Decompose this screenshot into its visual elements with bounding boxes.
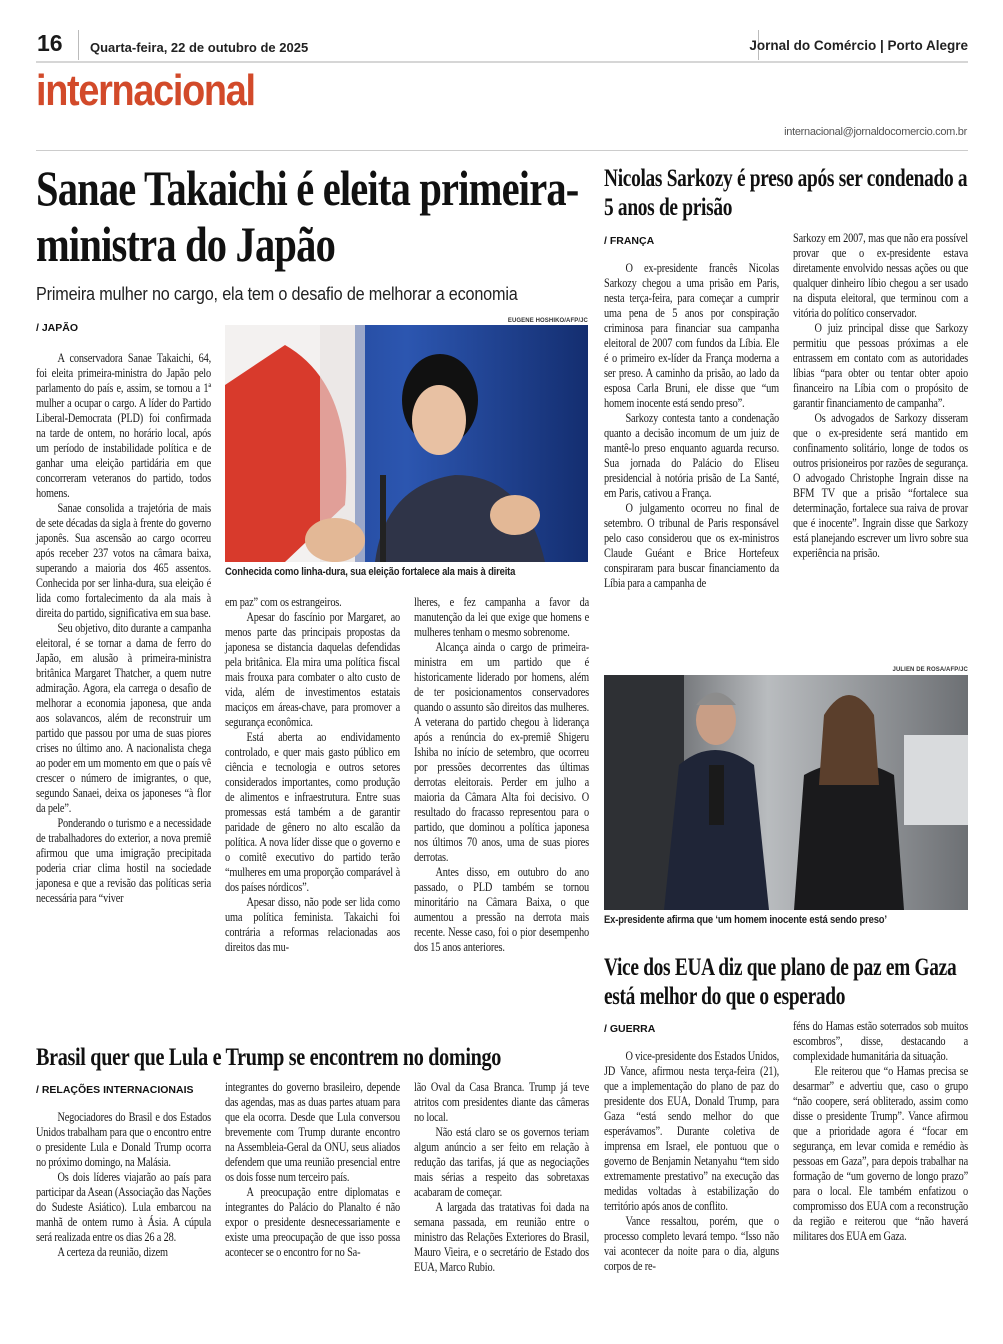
edition-date: Quarta-feira, 22 de outubro de 2025: [90, 40, 309, 55]
article-paragraph: Os dois líderes viajarão ao país para participar da Asean (Associação das Nações do Sudeste Asiático). Lula embarcou na manhã de ontem rumo à Ásia. A cúpula será realizada entre os dias 26 a 28.: [36, 1170, 212, 1244]
sarkozy-photo: [604, 675, 968, 910]
article-column: [225, 595, 400, 955]
article-paragraph: lheres, e fez campanha a favor da manutenção da lei que exige que homens e mulheres tenham o mesmo sobrenome.: [414, 595, 590, 639]
article-paragraph: O vice-presidente dos Estados Unidos, JD Vance, afirmou nesta terça-feira (21), que a implementação do plano de paz do presidente dos EUA, Donald Trump, para Gaza “está sendo melhor do que esperávamos”. Durante coletiva de imprensa em Israel, ele pontuou que o governo de Benjamin Netanyahu “tem sido extremamente prestativo” na execução das medidas voltadas à estabilização do território após anos de conflito.: [604, 1049, 780, 1213]
article-column: [414, 595, 589, 955]
japan-subtitle: Primeira mulher no cargo, ela tem o desafio de melhorar a economia: [36, 284, 518, 304]
article-paragraph: O julgamento ocorreu no final de setembro. O tribunal de Paris responsável pelo caso considerou que os ex-ministros Claude Guéant e Brice Hortefeux conspiraram para buscar financiamento da Líbia para a campanha de: [604, 501, 780, 590]
article-column: [36, 351, 211, 906]
newspaper-name: Jornal do Comércio | Porto Alegre: [749, 38, 968, 53]
japan-headline: Sanae Takaichi é eleita primeira-ministra do Japão: [36, 160, 579, 272]
war-tag: / GUERRA: [604, 1023, 656, 1035]
divider: [78, 30, 79, 60]
article-paragraph: em paz” com os estrangeiros.: [225, 595, 342, 609]
sarkozy-photo-image: [604, 675, 968, 910]
article-paragraph: A conservadora Sanae Takaichi, 64, foi eleita primeira-ministra do Japão pelo parlamento do país e, assim, se tornou a 1ª mulher a ocupar o cargo. A líder do Partido Liberal-Democrata (PLD) foi confirmada na tarde de ontem, no horário local, após um período de instabilidade política e de ganhar uma eleição partidária em que concorreram veteranos do partido, todos homens.: [36, 351, 212, 500]
article-paragraph: Não está claro se os governos teriam algum anúncio a ser feito em relação à redução das tarifas, já que as negociações mais sérias a respeito das sobretaxas acabaram de começar.: [414, 1125, 590, 1199]
photo-credit: JULIEN DE ROSA/AFP/JC: [892, 667, 968, 673]
article-paragraph: Os advogados de Sarkozy disseram que o ex-presidente será mantido em confinamento solitário, longe de todos os outros prisioneiros por razões de segurança. O advogado Christophe Ingrain disse na BFM TV que a prisão “fortalece sua determinação, fortalece sua raiva de provar que é inocente”. Ingrain disse que Sarkozy está planejando escrever um livro sobre sua experiência na prisão.: [793, 411, 969, 560]
article-paragraph: Sanae consolida a trajetória de mais de sete décadas da sigla à frente do governo japonês. Sua ascensão ao cargo ocorreu após receber 237 votos na câmara baixa, superando a maioria dos 465 assentos. Conhecida por ser linha-dura, sua eleição é lida como fortalecimento da ala mais à direita do partido, significativa em sua base.: [36, 501, 212, 620]
section-title: internacional: [36, 66, 255, 115]
article-column: [793, 231, 968, 561]
article-column: [604, 1049, 779, 1274]
article-paragraph: A preocupação entre diplomatas e integrantes do Palácio do Planalto é não expor o presidente desnecessariamente e existe uma preocupação de que isso possa acontecer se o encontro for no Sa-: [225, 1185, 401, 1259]
article-paragraph: lão Oval da Casa Branca. Trump já teve atritos com presidentes diante das câmeras no local.: [414, 1080, 590, 1124]
article-paragraph: integrantes do governo brasileiro, depende das agendas, mas as duas partes atuam para que ela ocorra. Desde que Lula conversou brevemente com Trump durante encontro na Assembleia-Geral da ONU, seus aliados defendem que uma reunião presencial entre os dois fosse num terceiro país.: [225, 1080, 401, 1184]
takaichi-photo: [225, 325, 588, 562]
article-paragraph: Ponderando o turismo e a necessidade de trabalhadores do exterior, a nova premiê afirmou que uma imigração precipitada poderia criar clima hostil na sociedade japonesa e que a revisão das políticas seria necessária para “viver: [36, 816, 212, 905]
article-column: [793, 1019, 968, 1244]
photo-caption: Conhecida como linha-dura, sua eleição fortalece ala mais à direita: [225, 566, 516, 578]
article-paragraph: féns do Hamas estão soterrados sob muitos escombros”, disse, destacando a complexidade humanitária da situação.: [793, 1019, 969, 1063]
article-paragraph: O juiz principal disse que Sarkozy permitiu que pessoas próximas a ele entrassem em contato com as autoridades líbias “para obter ou tentar obter apoio financeiro na Líbia com o propósito de garantir financiamento de campanha”.: [793, 321, 969, 410]
article-paragraph: A largada das tratativas foi dada na semana passada, em reunião entre o ministro das Relações Exteriores do Brasil, Mauro Vieira, e o secretário de Estado dos EUA, Marco Rubio.: [414, 1200, 590, 1274]
article-column: [36, 1110, 211, 1260]
article-paragraph: Apesar do fascínio por Margaret, ao menos parte das principais propostas da japonesa se distancia daquelas defendidas pela britânica. Ela mira uma política fiscal mais frouxa para combater o alto custo de vida, além de investimentos estatais maciços em áreas-chave, para promover a segurança econômica.: [225, 610, 401, 729]
article-paragraph: Vance ressaltou, porém, que o processo completo levará tempo. “Isso não vai acontecer da noite para o dia, alguns corpos de re-: [604, 1214, 780, 1273]
article-paragraph: Sarkozy em 2007, mas que não era possível provar que o ex-presidente estava diretamente envolvido nessas ações ou que qualquer dinheiro líbio chegou a ser usado na disputa eleitoral, que terminou com a vitória do político conservador.: [793, 231, 969, 320]
article-paragraph: Seu objetivo, dito durante a campanha eleitoral, é se tornar a dama de ferro do Japão, em alusão à primeira-ministra britânica Margaret Thatcher, a quem nutre admiração. Agora, ela carrega o desafio de melhorar a economia japonesa, que anda aos solavancos, além de reconstruir um partido que passou por uma de suas piores crises no último ano. A nacionalista chega ao poder em um momento em que o país vê crescer o número de imigrantes, o que, segundo Sanaei, deixa os japoneses “à flor da pele”.: [36, 621, 212, 815]
section-email-link[interactable]: internacional@jornaldocomercio.com.br: [784, 126, 967, 138]
brazil-headline: Brasil quer que Lula e Trump se encontrem no domingo: [36, 1042, 502, 1071]
article-paragraph: Antes disso, em outubro do ano passado, o PLD também se tornou minoritário na Câmara Baixa, o que aumentou a pressão na derrota mais recente. Nesse caso, foi o pior desempenho dos 15 anos anteriores.: [414, 865, 590, 954]
article-paragraph: Ele reiterou que “o Hamas precisa se desarmar” e advertiu que, caso o grupo “não coopere, será obliterado, assim como disse o presidente Trump”. Vance afirmou que a prioridade agora é “focar em segurança, em levar comida e remédio às pessoas em Gaza”, para depois trabalhar na formação de “um governo de longo prazo” para o local. Ele também enfatizou o compromisso dos EUA com a reconstrução da região e reiterou que “não haverá militares dos EUA em Gaza.: [793, 1064, 969, 1243]
page-number: 16: [37, 30, 63, 56]
article-paragraph: Sarkozy contesta tanto a condenação quanto a decisão incomum de um juiz de mantê-lo preso enquanto aguarda recurso. Sua jornada do Palácio do Eliseu presidencial à notória prisão de La Santé, em Paris, cativou a França.: [604, 411, 780, 500]
header-rule: [36, 61, 968, 63]
photo-credit: EUGENE HOSHIKO/AFP/JC: [507, 318, 588, 324]
photo-caption: Ex-presidente afirma que ‘um homem inocente está sendo preso’: [604, 914, 887, 926]
article-paragraph: O ex-presidente francês Nicolas Sarkozy chegou a uma prisão em Paris, nesta terça-feira, para começar a cumprir uma pena de 5 anos por conspiração criminosa para financiar sua campanha eleitoral de 2007 com fundos da Líbia. Ele é o primeiro ex-líder da França moderna a ser preso. A caminho da prisão, ao lado da esposa Carla Bruni, ele disse que “um homem inocente está sendo preso”.: [604, 261, 780, 410]
article-column: [414, 1080, 589, 1275]
section-rule: [36, 150, 968, 151]
france-headline: Nicolas Sarkozy é preso após ser condenado a 5 anos de prisão: [604, 163, 968, 221]
article-paragraph: Está aberta ao endividamento controlado, e quer mais gasto público em ciência e tecnologia e outros setores considerados importantes, como produção de alimentos e infraestrutura. Entre suas promessas está também a de garantir paridade de gênero no alto escalão da política. A nova líder disse que o governo e o comitê executivo do partido terão “mulheres em uma proporção comparável à dos países nórdicos”.: [225, 730, 401, 894]
war-headline: Vice dos EUA diz que plano de paz em Gaza está melhor do que o esperado: [604, 952, 957, 1010]
article-paragraph: Apesar disso, não pode ser lida como uma política feminista. Takaichi foi contrária a reformas relacionadas aos direitos das mu-: [225, 895, 401, 954]
article-paragraph: Negociadores do Brasil e dos Estados Unidos trabalham para que o encontro entre o presidente Lula e Donald Trump ocorra no próximo domingo, na Malásia.: [36, 1110, 212, 1169]
article-column: [604, 261, 779, 591]
article-paragraph: A certeza da reunião, dizem: [57, 1245, 168, 1259]
takaichi-photo-image: [225, 325, 588, 562]
article-paragraph: Alcança ainda o cargo de primeira-ministra em um partido que é historicamente liderado por homens, além de ter posicionamentos conservadores quando o assunto são direitos das mulheres. A veterana do partido chegou à liderança após a renúncia do ex-premiê Shigeru Ishiba no início de setembro, que ocorreu por pressões decorrentes das últimas derrotas eleitorais. Perder em julho a maioria da Câmara Alta foi decisivo. O resultado do fracasso representou para o partido, que dominou a política japonesa nos últimos 70 anos, uma de suas piores derrotas.: [414, 640, 590, 864]
japan-tag: / JAPÃO: [36, 322, 79, 334]
brazil-tag: / RELAÇÕES INTERNACIONAIS: [36, 1084, 194, 1096]
article-column: [225, 1080, 400, 1260]
france-tag: / FRANÇA: [604, 235, 655, 247]
